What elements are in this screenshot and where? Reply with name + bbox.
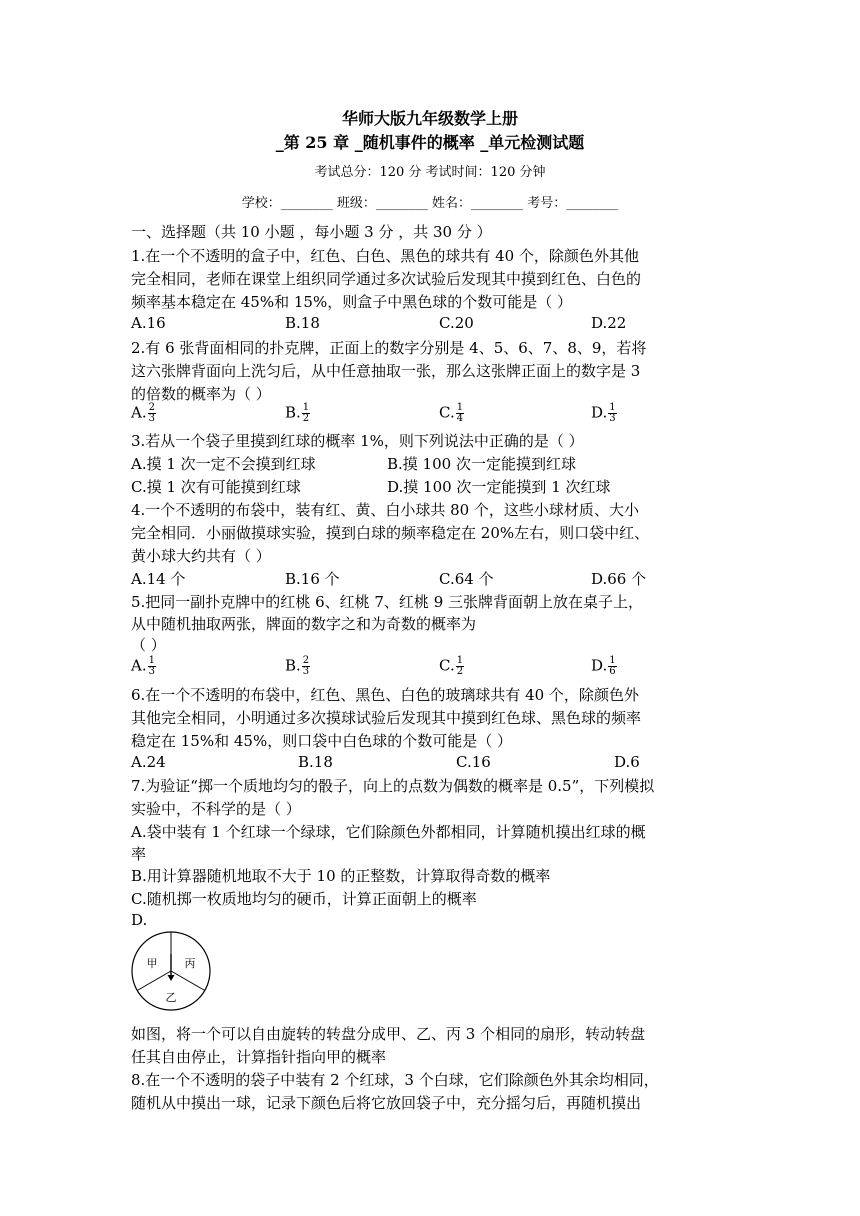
question-4-line: 黄小球大约共有（ ）	[131, 547, 271, 565]
section-heading: 一、选择题（共 10 小题 ，每小题 3 分 ，共 30 分 ）	[131, 223, 492, 241]
question-1-line: 频率基本稳定在 45%和 15%，则盒子中黑色球的个数可能是（ ）	[131, 293, 572, 311]
sector-label-jia: 甲	[146, 957, 158, 970]
q2-option-c: C. $\frac{1}{4}$	[439, 402, 464, 424]
q7-option-c: C.随机掷一枚质地均匀的硬币，计算正面朝上的概率	[131, 890, 477, 908]
q5-option-d: D. $\frac{1}{6}$	[591, 655, 616, 677]
q3-option-c: C.摸 1 次有可能摸到红球	[131, 478, 301, 496]
question-8-line: 8.在一个不透明的袋子中装有 2 个红球，3 个白球，它们除颜色外其余均相同，	[131, 1071, 659, 1089]
question-7-line: 实验中，不科学的是（ ）	[131, 800, 301, 818]
question-6-line: 6.在一个不透明的布袋中，红色、黑色、白色的玻璃球共有 40 个，除颜色外	[131, 686, 639, 704]
q4-option-c: C.64 个	[439, 570, 494, 588]
q7-option-d-text: 任其自由停止，计算指针指向甲的概率	[131, 1048, 387, 1066]
q1-option-d: D.22	[591, 314, 627, 332]
q4-option-d: D.66 个	[591, 570, 647, 588]
q7-option-d: D.	[131, 911, 148, 929]
question-2-line: 2.有 6 张背面相同的扑克牌，正面上的数字分别是 4、5、6、7、8、9，若将	[131, 339, 647, 357]
question-8-line: 随机从中摸出一球，记录下颜色后将它放回袋子中，充分摇匀后，再随机摸出	[131, 1094, 642, 1112]
question-3-line: 3.若从一个袋子里摸到红球的概率 1%，则下列说法中正确的是（ ）	[131, 432, 584, 450]
pointer-arrow-icon	[168, 975, 175, 981]
student-info: 学校：________ 班级：________ 姓名：________ 考号：________	[241, 196, 619, 211]
question-1-line: 完全相同，老师在课堂上组织同学通过多次试验后发现其中摸到红色、白色的	[131, 270, 642, 288]
q5-option-c: C. $\frac{1}{2}$	[439, 655, 464, 677]
q7-option-a-cont: 率	[131, 845, 147, 863]
q6-option-a: A.24	[131, 753, 166, 771]
q6-option-d: D.6	[614, 753, 640, 771]
exam-info: 考试总分：120 分 考试时间：120 分钟	[314, 165, 546, 180]
question-5-line: 5.把同一副扑克牌中的红桃 6、红桃 7、红桃 9 三张牌背面朝上放在桌子上，	[131, 593, 644, 611]
q3-option-b: B.摸 100 次一定能摸到红球	[387, 455, 576, 473]
q7-option-b: B.用计算器随机地取不大于 10 的正整数，计算取得奇数的概率	[131, 867, 551, 885]
sector-label-bing: 丙	[184, 957, 196, 970]
q6-option-c: C.16	[456, 753, 491, 771]
q1-option-c: C.20	[439, 314, 474, 332]
question-2-line: 这六张牌背面向上洗匀后，从中任意抽取一张，那么这张牌正面上的数字是 3	[131, 362, 641, 380]
q2-option-a: A. $\frac{2}{3}$	[131, 402, 155, 424]
exam-title: 华师大版九年级数学上册	[341, 109, 518, 128]
q1-option-a: A.16	[131, 314, 166, 332]
sector-label-yi: 乙	[165, 991, 177, 1004]
question-5-line: 从中随机抽取两张，牌面的数字之和为奇数的概率为	[131, 615, 477, 633]
question-1-line: 1.在一个不透明的盒子中，红色、白色、黑色的球共有 40 个，除颜色外其他	[131, 247, 639, 265]
q5-option-b: B. $\frac{2}{3}$	[285, 655, 310, 677]
exam-subtitle: _第 25 章 _随机事件的概率 _单元检测试题	[275, 133, 585, 152]
spinner-divider	[137, 971, 171, 991]
question-7-line: 7.为验证“掷一个质地均匀的骰子，向上的点数为偶数的概率是 0.5”，下列模拟	[131, 777, 655, 795]
q4-option-b: B.16 个	[285, 570, 340, 588]
q2-option-b: B. $\frac{1}{2}$	[285, 402, 310, 424]
q3-option-d: D.摸 100 次一定能摸到 1 次红球	[387, 478, 611, 496]
q7-option-a: A.袋中装有 1 个红球一个绿球，它们除颜色外都相同，计算随机摸出红球的概	[131, 823, 646, 841]
spinner-divider	[171, 971, 205, 991]
q5-option-a: A. $\frac{1}{3}$	[131, 655, 155, 677]
spinner-diagram	[130, 930, 212, 1012]
question-4-line: 完全相同．小丽做摸球实验，摸到白球的频率稳定在 20%左右，则口袋中红、	[131, 524, 650, 542]
q6-option-b: B.18	[298, 753, 333, 771]
q3-option-a: A.摸 1 次一定不会摸到红球	[131, 455, 316, 473]
q2-option-d: D. $\frac{1}{3}$	[591, 402, 616, 424]
q7-option-d-text: 如图，将一个可以自由旋转的转盘分成甲、乙、丙 3 个相同的扇形，转动转盘	[131, 1025, 646, 1043]
q4-option-a: A.14 个	[131, 570, 186, 588]
q1-option-b: B.18	[285, 314, 320, 332]
question-6-line: 稳定在 15%和 45%，则口袋中白色球的个数可能是（ ）	[131, 732, 512, 750]
question-4-line: 4.一个不透明的布袋中，装有红、黄、白小球共 80 个，这些小球材质、大小	[131, 501, 639, 519]
question-6-line: 其他完全相同，小明通过多次摸球试验后发现其中摸到红色球、黑色球的频率	[131, 709, 642, 727]
question-2-line: 的倍数的概率为（ ）	[131, 385, 271, 403]
question-5-line: （ ）	[131, 636, 166, 654]
